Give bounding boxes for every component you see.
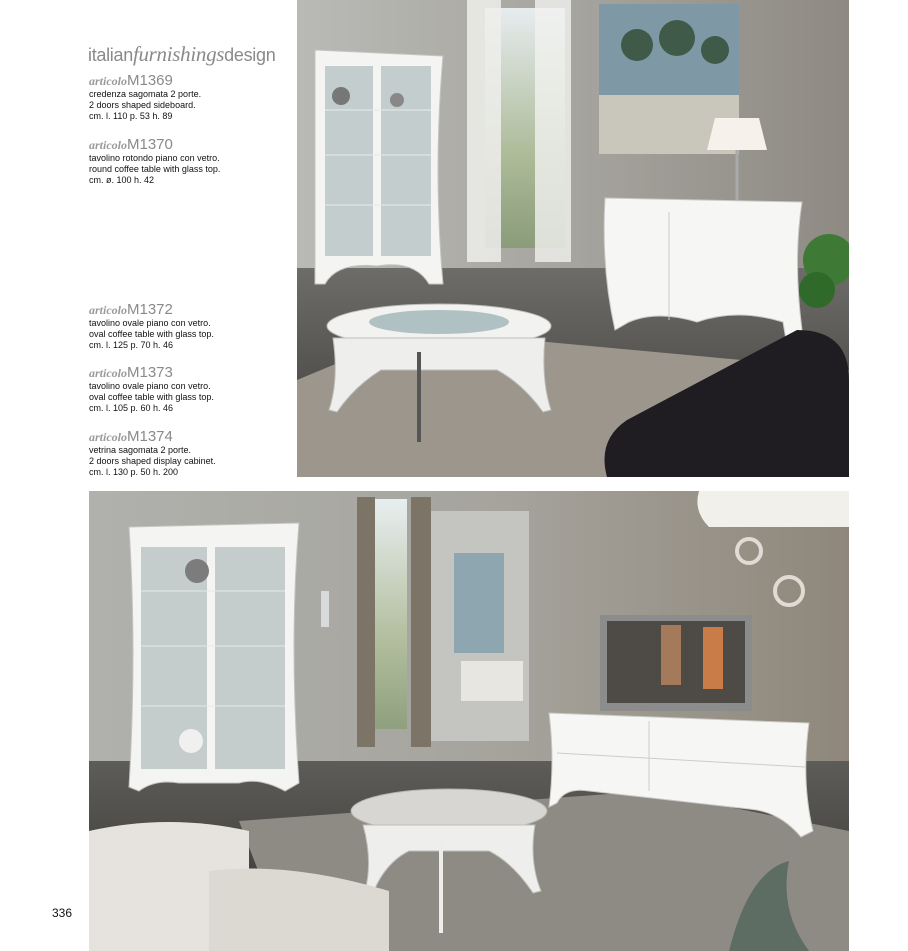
product-dimensions: cm. l. 105 p. 60 h. 46 bbox=[89, 403, 174, 413]
product-code: articoloM1374 bbox=[89, 428, 173, 445]
brand-suffix: design bbox=[224, 45, 276, 65]
product-m1373 bbox=[89, 365, 294, 414]
product-dimensions: cm. l. 110 p. 53 h. 89 bbox=[89, 111, 173, 121]
product-m1374 bbox=[89, 429, 294, 478]
product-m1372 bbox=[89, 302, 294, 351]
brand-script: furnishings bbox=[132, 42, 225, 66]
room-photo-top bbox=[297, 0, 849, 477]
product-code: articoloM1373 bbox=[89, 364, 173, 381]
product-desc-it: tavolino ovale piano con vetro. bbox=[89, 381, 211, 391]
brand-title bbox=[88, 42, 275, 67]
product-desc-it: tavolino rotondo piano con vetro. bbox=[89, 153, 220, 163]
page-number: 336 bbox=[52, 906, 73, 920]
product-desc-en: 2 doors shaped display cabinet. bbox=[89, 456, 216, 466]
product-desc-en: 2 doors shaped sideboard. bbox=[89, 100, 196, 110]
product-desc-en: oval coffee table with glass top. bbox=[89, 392, 214, 402]
product-code: articoloM1372 bbox=[89, 301, 173, 318]
product-m1369 bbox=[89, 73, 294, 122]
product-dimensions: cm. ø. 100 h. 42 bbox=[89, 175, 155, 185]
product-code: articoloM1370 bbox=[89, 136, 173, 153]
product-desc-it: tavolino ovale piano con vetro. bbox=[89, 318, 211, 328]
product-desc-en: oval coffee table with glass top. bbox=[89, 329, 214, 339]
product-m1370 bbox=[89, 137, 294, 186]
product-dimensions: cm. l. 125 p. 70 h. 46 bbox=[89, 340, 174, 350]
product-desc-en: round coffee table with glass top. bbox=[89, 164, 221, 174]
product-desc-it: vetrina sagomata 2 porte. bbox=[89, 445, 192, 455]
brand-prefix: italian bbox=[88, 45, 133, 65]
product-dimensions: cm. l. 130 p. 50 h. 200 bbox=[89, 467, 179, 477]
room-photo-bottom bbox=[89, 491, 849, 951]
product-desc-it: credenza sagomata 2 porte. bbox=[89, 89, 202, 99]
product-code: articoloM1369 bbox=[89, 72, 173, 89]
